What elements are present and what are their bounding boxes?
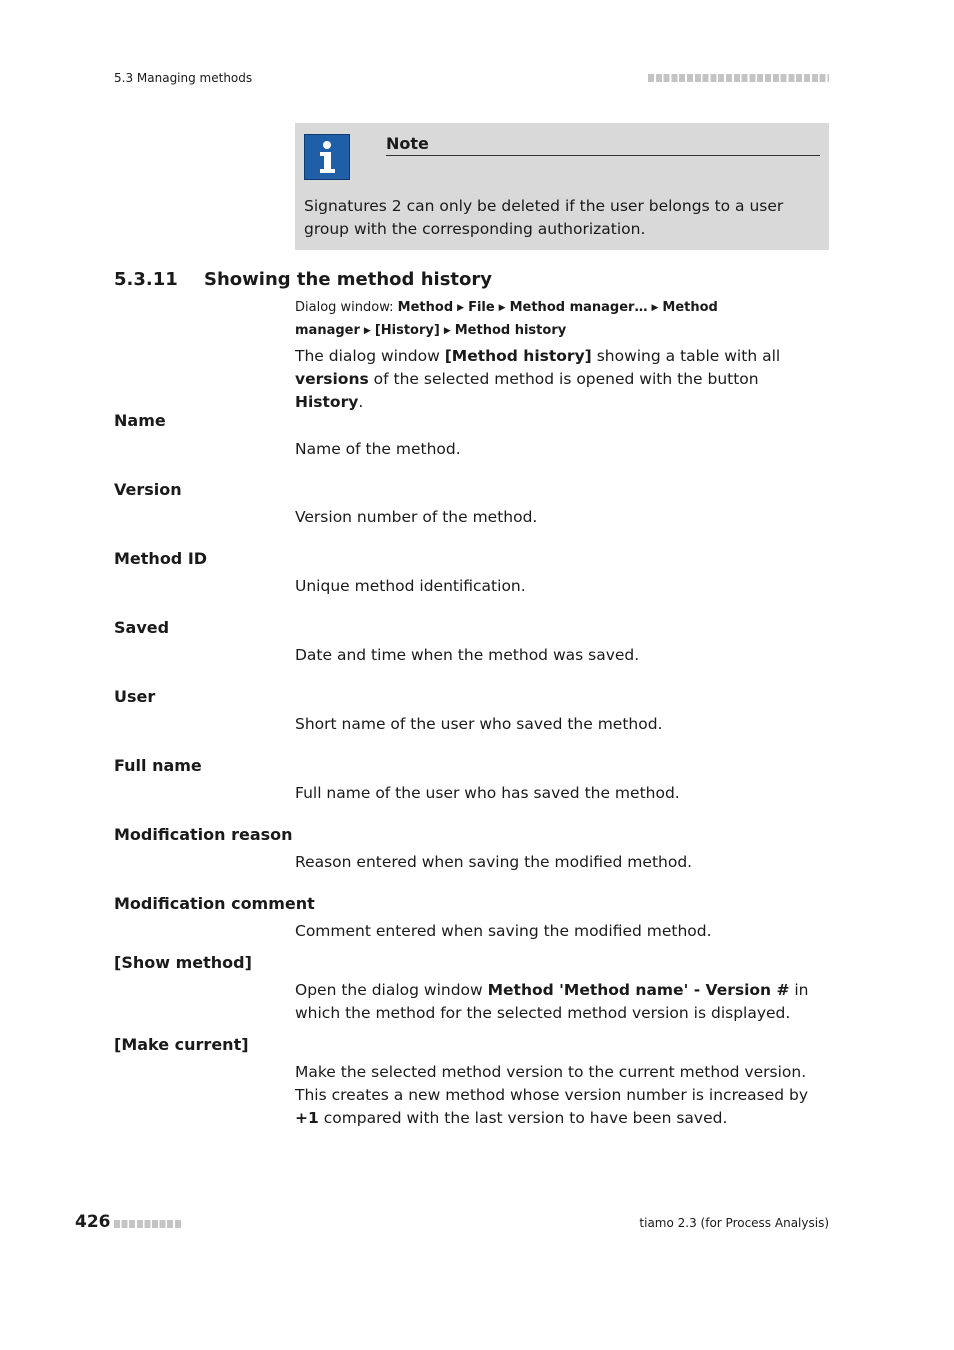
term-show-method: [Show method] <box>114 953 252 972</box>
term-version: Version <box>114 480 182 499</box>
triangle-right-icon: ▶ <box>651 303 659 313</box>
term-make-current: [Make current] <box>114 1035 249 1054</box>
desc-full-name: Full name of the user who has saved the method. <box>295 784 680 802</box>
desc-modification-reason: Reason entered when saving the modified method. <box>295 853 693 871</box>
term-modification-reason: Modification reason <box>114 825 293 844</box>
triangle-right-icon: ▶ <box>363 326 371 336</box>
desc-version: Version number of the method. <box>295 508 538 526</box>
desc-name: Name of the method. <box>295 440 461 458</box>
desc-method-id: Unique method identification. <box>295 577 526 595</box>
path-step: Method manager <box>295 300 718 338</box>
triangle-right-icon: ▶ <box>457 303 465 313</box>
running-header-section: 5.3 Managing methods <box>114 71 253 85</box>
path-step: File <box>468 300 495 315</box>
path-step: Method <box>397 300 454 315</box>
info-icon <box>304 134 350 180</box>
header-decoration <box>648 74 829 82</box>
term-modification-comment: Modification comment <box>114 894 315 913</box>
term-method-id: Method ID <box>114 549 208 568</box>
term-user: User <box>114 687 156 706</box>
page-number: 426 <box>75 1212 111 1232</box>
desc-user: Short name of the user who saved the method. <box>295 715 663 733</box>
note-title: Note <box>386 134 820 156</box>
intro-paragraph: The dialog window [Method history] showing a table with all versions of the selected method is opened with the button History. <box>295 347 781 411</box>
note-box <box>295 123 829 250</box>
note-text: Signatures 2 can only be deleted if the user belongs to a user group with the corresponding authorization. <box>304 197 784 238</box>
triangle-right-icon: ▶ <box>443 326 451 336</box>
triangle-right-icon: ▶ <box>498 303 506 313</box>
term-saved: Saved <box>114 618 170 637</box>
term-full-name: Full name <box>114 756 202 775</box>
path-step: [History] <box>374 323 440 338</box>
section-title: Showing the method history <box>204 269 492 290</box>
dialog-path <box>295 297 820 343</box>
footer-decoration <box>114 1220 182 1228</box>
path-step: Method history <box>454 323 567 338</box>
term-name: Name <box>114 411 166 430</box>
desc-saved: Date and time when the method was saved. <box>295 646 640 664</box>
section-number: 5.3.11 <box>114 269 178 290</box>
path-step: Method manager… <box>509 300 648 315</box>
desc-show-method: Open the dialog window Method 'Method name' - Version # in which the method for the selected method version is displayed. <box>295 981 809 1022</box>
desc-make-current: Make the selected method version to the current method version. This creates a new method whose version number is increased by +1 compared with the last version to have been saved. <box>295 1063 809 1127</box>
footer-product: tiamo 2.3 (for Process Analysis) <box>639 1216 829 1230</box>
dialog-path-prefix: Dialog window: <box>295 300 394 315</box>
desc-modification-comment: Comment entered when saving the modified method. <box>295 922 712 940</box>
